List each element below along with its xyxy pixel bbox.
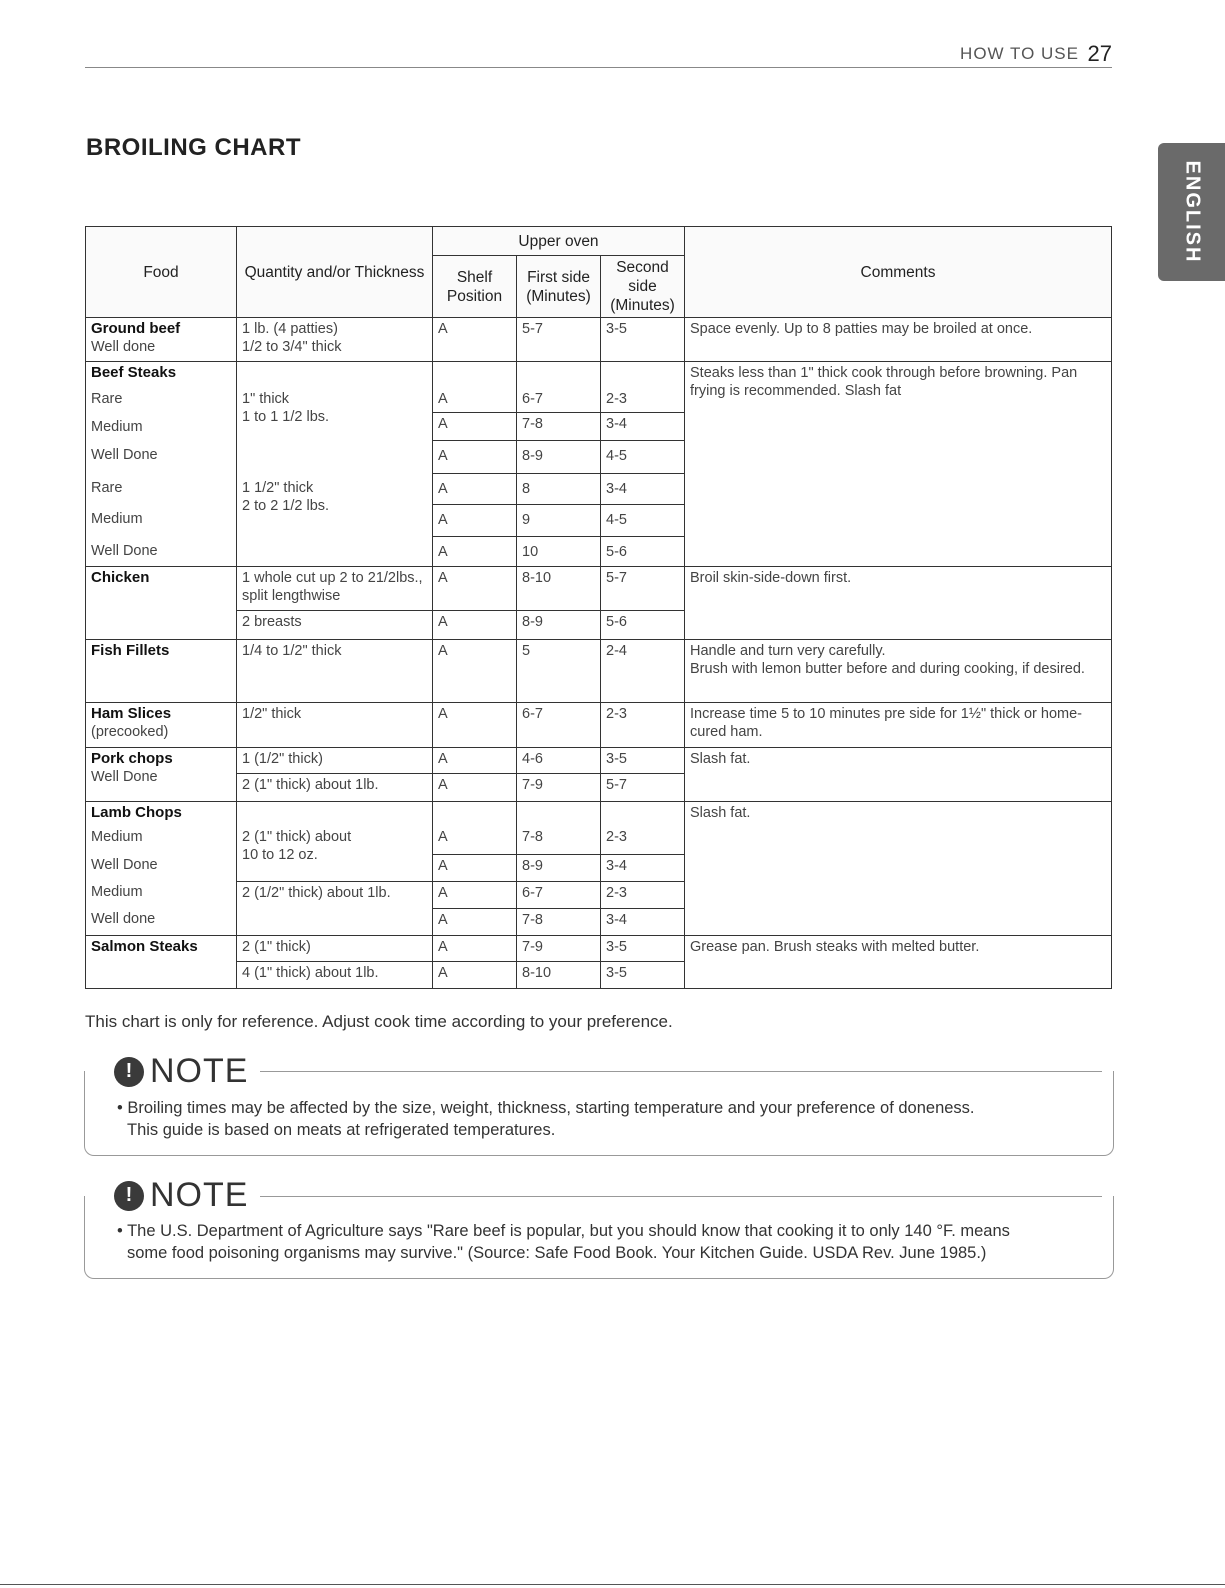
shelf-cell: A: [433, 639, 517, 702]
quantity: 1/4 to 1/2" thick: [237, 639, 433, 702]
first-side-cell: 6-7: [517, 881, 601, 908]
first-side-cell: 5-7: [517, 318, 601, 362]
exclamation-icon: !: [114, 1057, 144, 1087]
second-side-cell: 2-3: [601, 702, 685, 747]
header-food: Food: [86, 227, 237, 318]
first-side-cell: 8: [517, 473, 601, 504]
table-row: [86, 935, 1112, 961]
comment-cell: Space evenly. Up to 8 patties may be broiled at once.: [685, 318, 1112, 362]
quantity: 1/2" thick: [237, 702, 433, 747]
second-side-cell: 3-4: [601, 854, 685, 881]
page-number: 27: [1087, 41, 1112, 66]
shelf-cell: A: [433, 412, 517, 440]
second-side-cell: 2-3: [601, 826, 685, 854]
doneness: Medium: [86, 826, 237, 854]
second-side-cell: 3-4: [601, 473, 685, 504]
first-side-cell: 8-10: [517, 961, 601, 988]
first-side-cell: 7-8: [517, 908, 601, 935]
comment-line: Brush with lemon butter before and during cooking, if desired.: [690, 660, 1085, 677]
second-side-cell: 3-5: [601, 961, 685, 988]
table-row: [86, 566, 1112, 610]
comment-cell: Slash fat.: [685, 747, 1112, 801]
note-title: NOTE: [150, 1176, 249, 1214]
shelf-cell: A: [433, 702, 517, 747]
page-bottom-rule: [0, 1584, 1225, 1585]
comment-cell: [685, 639, 1112, 702]
shelf-cell: A: [433, 566, 517, 610]
doneness: Medium: [86, 881, 237, 908]
shelf-cell: A: [433, 881, 517, 908]
first-side-cell: 8-9: [517, 854, 601, 881]
shelf-cell: A: [433, 854, 517, 881]
doneness: Medium: [86, 412, 237, 440]
doneness: Well Done: [86, 536, 237, 566]
first-side-cell: 4-6: [517, 747, 601, 773]
second-side-cell: 4-5: [601, 504, 685, 536]
note-line: some food poisoning organisms may survive." (Source: Safe Food Book. Your Kitchen Guide. USDA Rev. June 1985.): [127, 1244, 987, 1262]
doneness: Well done: [86, 908, 237, 935]
second-side-cell: 3-5: [601, 318, 685, 362]
second-side-cell: 5-7: [601, 773, 685, 801]
first-side-cell: 10: [517, 536, 601, 566]
second-side-cell: 4-5: [601, 440, 685, 473]
food-name: Ham Slices: [91, 704, 172, 722]
first-side-cell: 6-7: [517, 384, 601, 412]
quantity: 1" thick: [242, 391, 290, 407]
food-sub: (precooked): [91, 723, 169, 740]
quantity: 10 to 12 oz.: [242, 847, 318, 863]
first-side-cell: 7-9: [517, 935, 601, 961]
shelf-cell: A: [433, 826, 517, 854]
quantity: 2 breasts: [237, 610, 433, 639]
first-side-cell: 6-7: [517, 702, 601, 747]
quantity: 1 whole cut up 2 to 21/2lbs., split lengthwise: [237, 566, 433, 610]
note-heading: [110, 1052, 258, 1091]
first-side-cell: 9: [517, 504, 601, 536]
shelf-cell: A: [433, 384, 517, 412]
shelf-cell: A: [433, 504, 517, 536]
header-first-side: First side (Minutes): [517, 256, 601, 318]
note-line: This guide is based on meats at refrigerated temperatures.: [127, 1121, 556, 1139]
header-shelf: Shelf Position: [433, 256, 517, 318]
note-title: NOTE: [150, 1052, 249, 1090]
section-label: HOW TO USE: [960, 44, 1079, 63]
shelf-cell: A: [433, 961, 517, 988]
food-name: Ground beef: [91, 320, 181, 337]
note-text: [117, 1220, 1010, 1264]
quantity: 2 (1" thick): [237, 935, 433, 961]
note-line: • Broiling times may be affected by the size, weight, thickness, starting temperature and your preference of doneness.: [117, 1099, 975, 1117]
first-side-cell: 8-9: [517, 440, 601, 473]
food-name: Fish Fillets: [86, 639, 237, 702]
quantity: 4 (1" thick) about 1lb.: [237, 961, 433, 988]
broiling-chart-table: [85, 226, 1112, 989]
shelf-cell: A: [433, 773, 517, 801]
quantity: 2 (1" thick) about: [242, 829, 352, 845]
second-side-cell: 3-4: [601, 412, 685, 440]
header-second-side: Second side (Minutes): [601, 256, 685, 318]
doneness: Well Done: [86, 854, 237, 881]
note-rule: [260, 1196, 1102, 1197]
quantity: 1 to 1 1/2 lbs.: [242, 409, 330, 425]
table-row: [86, 318, 1112, 362]
shelf-cell: A: [433, 610, 517, 639]
quantity: 1 lb. (4 patties): [242, 321, 338, 337]
shelf-cell: A: [433, 318, 517, 362]
second-side-cell: 2-4: [601, 639, 685, 702]
second-side-cell: 2-3: [601, 384, 685, 412]
quantity: 2 (1" thick) about 1lb.: [237, 773, 433, 801]
first-side-cell: 7-8: [517, 826, 601, 854]
note-line: • The U.S. Department of Agriculture says "Rare beef is popular, but you should know that cooking it to only 140 °F. means: [117, 1222, 1010, 1240]
quantity: 1/2 to 3/4" thick: [242, 339, 342, 355]
comment-cell: Steaks less than 1" thick cook through before browning. Pan frying is recommended. Slash fat: [685, 362, 1112, 567]
exclamation-icon: !: [114, 1181, 144, 1211]
doneness: Medium: [86, 504, 237, 536]
food-name: Lamb Chops: [86, 801, 237, 826]
food-sub: Well done: [91, 339, 156, 355]
second-side-cell: 5-7: [601, 566, 685, 610]
note-rule: [260, 1071, 1102, 1072]
note-text: [117, 1097, 975, 1141]
doneness: Rare: [86, 473, 237, 504]
first-side-cell: 7-8: [517, 412, 601, 440]
comment-cell: Broil skin-side-down first.: [685, 566, 1112, 639]
quantity: 2 to 2 1/2 lbs.: [242, 498, 330, 514]
quantity: 1 (1/2" thick): [237, 747, 433, 773]
first-side-cell: 8-10: [517, 566, 601, 610]
comment-line: Handle and turn very carefully.: [690, 642, 886, 659]
food-name: Beef Steaks: [86, 362, 237, 385]
food-name: Pork chops: [91, 749, 173, 767]
language-tab: [1158, 143, 1225, 281]
second-side-cell: 2-3: [601, 881, 685, 908]
table-row: [86, 801, 1112, 826]
header-quantity: Quantity and/or Thickness: [237, 227, 433, 318]
first-side-cell: 7-9: [517, 773, 601, 801]
doneness: Rare: [86, 384, 237, 412]
food-name: Salmon Steaks: [86, 935, 237, 988]
second-side-cell: 3-5: [601, 747, 685, 773]
chart-footnote: This chart is only for reference. Adjust cook time according to your preference.: [85, 1012, 673, 1031]
table-row: [86, 362, 1112, 385]
shelf-cell: A: [433, 908, 517, 935]
second-side-cell: 3-4: [601, 908, 685, 935]
header-comments: Comments: [685, 227, 1112, 318]
comment-cell: Grease pan. Brush steaks with melted butter.: [685, 935, 1112, 988]
quantity: 2 (1/2" thick) about 1lb.: [237, 881, 433, 935]
doneness: Well Done: [86, 440, 237, 473]
comment-cell: Slash fat.: [685, 801, 1112, 935]
note-heading: [110, 1176, 258, 1215]
first-side-cell: 8-9: [517, 610, 601, 639]
comment-cell: Increase time 5 to 10 minutes pre side for 1½" thick or home-cured ham.: [685, 702, 1112, 747]
shelf-cell: A: [433, 935, 517, 961]
first-side-cell: 5: [517, 639, 601, 702]
shelf-cell: A: [433, 473, 517, 504]
page-title: BROILING CHART: [86, 134, 301, 161]
shelf-cell: A: [433, 536, 517, 566]
table-row: [86, 639, 1112, 702]
shelf-cell: A: [433, 440, 517, 473]
header-upper-oven: Upper oven: [433, 227, 685, 256]
shelf-cell: A: [433, 747, 517, 773]
second-side-cell: 5-6: [601, 536, 685, 566]
quantity: 1 1/2" thick: [242, 480, 314, 496]
food-sub: Well Done: [91, 768, 158, 785]
food-name: Chicken: [86, 566, 237, 639]
table-row: [86, 702, 1112, 747]
table-row: [86, 747, 1112, 773]
second-side-cell: 5-6: [601, 610, 685, 639]
language-tab-label: ENGLISH: [1181, 160, 1203, 264]
header-rule: [85, 67, 1112, 68]
second-side-cell: 3-5: [601, 935, 685, 961]
